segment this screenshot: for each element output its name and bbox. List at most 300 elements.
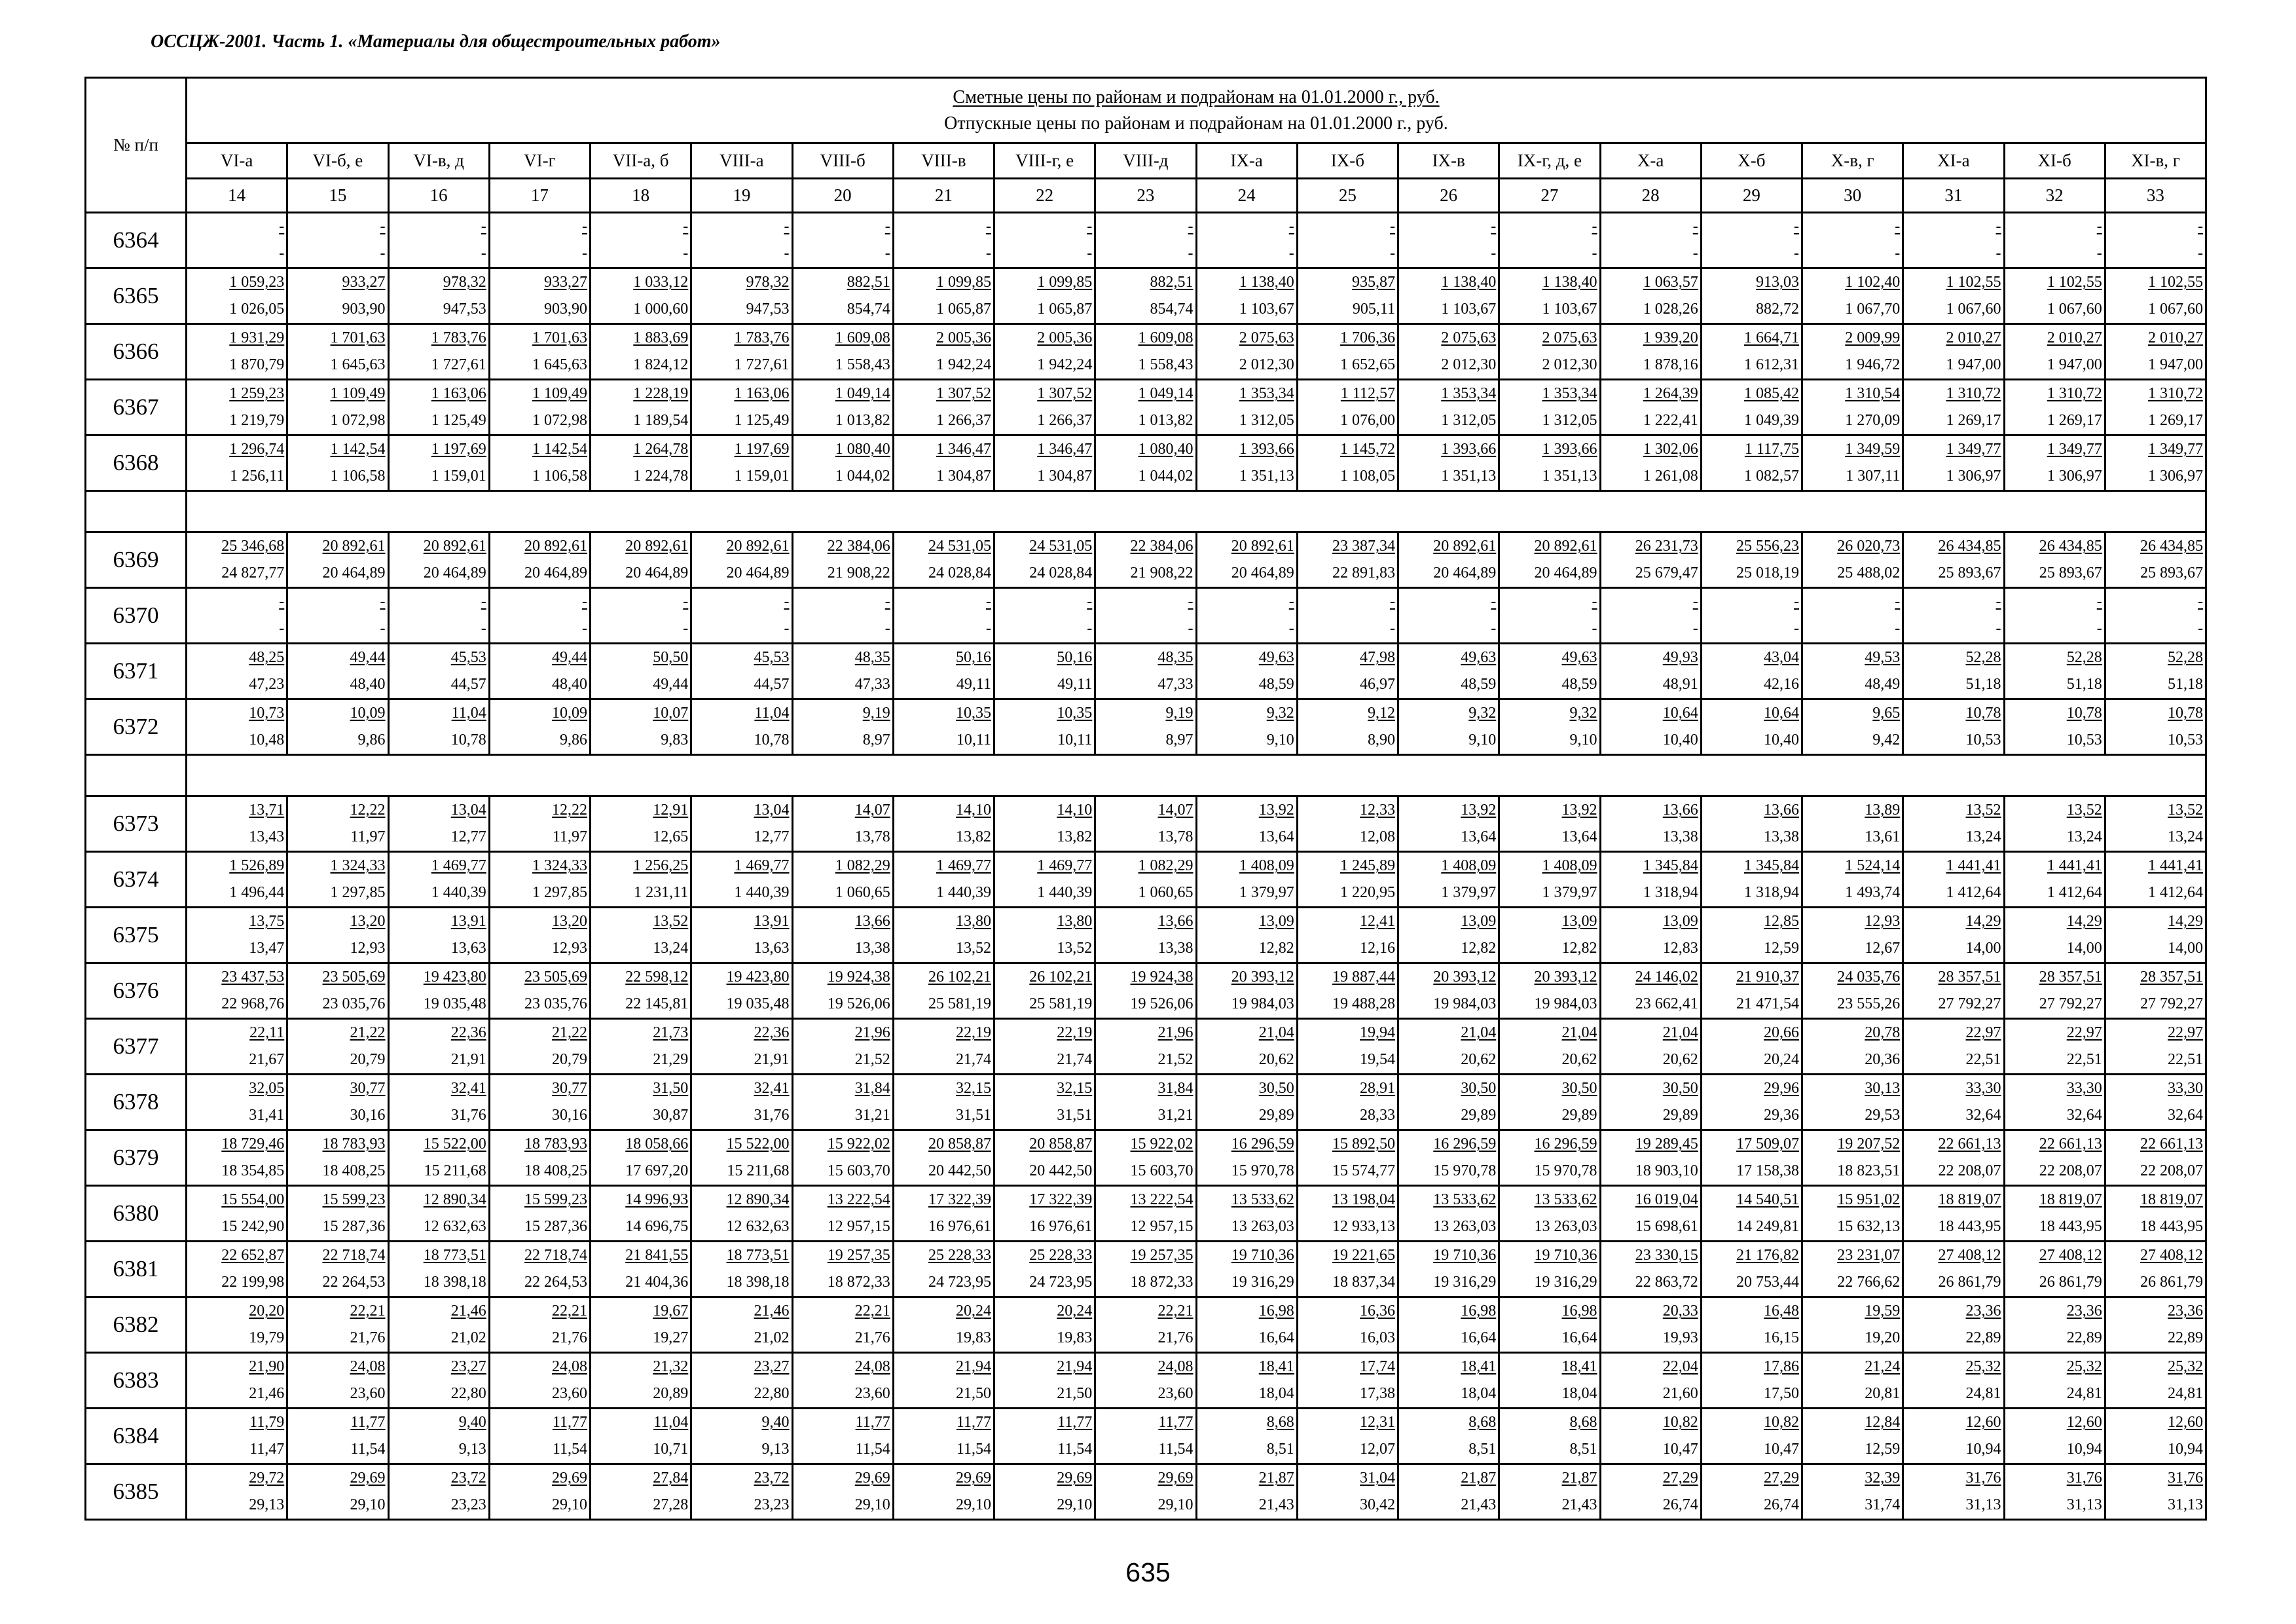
estimated-price-value: 25 228,33 bbox=[1029, 1247, 1093, 1264]
price-cell bbox=[893, 380, 994, 435]
release-price: 31,21 bbox=[1157, 1107, 1194, 1124]
release-price: - bbox=[2096, 245, 2102, 262]
price-cell bbox=[994, 963, 1095, 1019]
estimated-price bbox=[793, 533, 892, 560]
estimated-price bbox=[692, 1242, 791, 1269]
price-cell bbox=[1398, 532, 1499, 588]
estimated-price bbox=[692, 1465, 791, 1492]
price-cell bbox=[1701, 324, 1802, 380]
estimated-price bbox=[490, 1242, 589, 1269]
price-cell bbox=[792, 1464, 893, 1520]
price-cell bbox=[187, 588, 287, 644]
release-price: 1 558,43 bbox=[835, 356, 890, 373]
release-price: 14,00 bbox=[2066, 940, 2102, 957]
estimated-price-value: 13,09 bbox=[1461, 913, 1497, 930]
price-cell bbox=[1398, 796, 1499, 852]
estimated-price-value: 19 887,44 bbox=[1332, 969, 1395, 986]
price-cell bbox=[792, 908, 893, 963]
price-cell bbox=[2004, 1297, 2105, 1353]
estimated-price-value: 22,11 bbox=[249, 1024, 285, 1041]
estimated-price-value: 23,72 bbox=[450, 1469, 486, 1486]
price-cell bbox=[489, 268, 590, 324]
estimated-price bbox=[995, 213, 1094, 240]
price-cell bbox=[1701, 268, 1802, 324]
release-price: 13 263,03 bbox=[1231, 1218, 1294, 1235]
estimated-price bbox=[1197, 700, 1296, 727]
estimated-price bbox=[1601, 436, 1700, 463]
estimated-price-value: 30,13 bbox=[1865, 1080, 1901, 1097]
estimated-price-value: 30,77 bbox=[350, 1080, 386, 1097]
price-cell bbox=[994, 588, 1095, 644]
price-cell bbox=[1802, 1409, 1903, 1464]
price-cell bbox=[1802, 268, 1903, 324]
estimated-price-value: 22,36 bbox=[754, 1024, 790, 1041]
estimated-price bbox=[1197, 1075, 1296, 1102]
release-price: 8,97 bbox=[862, 731, 890, 748]
estimated-price bbox=[1904, 1187, 2003, 1213]
price-cell bbox=[1095, 1353, 1196, 1409]
estimated-price-value: - bbox=[884, 593, 890, 610]
price-cell bbox=[1802, 324, 1903, 380]
region-header: VIII-а bbox=[691, 143, 792, 179]
release-price: 18 872,33 bbox=[1130, 1274, 1194, 1291]
estimated-price-value: 22,36 bbox=[450, 1024, 486, 1041]
estimated-price bbox=[2005, 380, 2104, 407]
estimated-price-value: 1 469,77 bbox=[734, 857, 790, 874]
estimated-price-value: 14,10 bbox=[956, 802, 991, 819]
estimated-price bbox=[2005, 325, 2104, 352]
estimated-price-value: 1 393,66 bbox=[1542, 441, 1597, 458]
estimated-price bbox=[1500, 1242, 1599, 1269]
estimated-price bbox=[1399, 964, 1498, 991]
estimated-price-value: 9,32 bbox=[1266, 705, 1294, 722]
price-cell bbox=[287, 1409, 388, 1464]
estimated-price-value: 22 652,87 bbox=[221, 1247, 285, 1264]
price-cell bbox=[691, 699, 792, 755]
region-header: VI-б, е bbox=[287, 143, 388, 179]
release-price: 32,64 bbox=[2168, 1107, 2203, 1124]
region-header: X-в, г bbox=[1802, 143, 1903, 179]
estimated-price-value: 1 349,59 bbox=[1845, 441, 1901, 458]
estimated-price bbox=[1500, 1409, 1599, 1436]
estimated-price-value: 16,98 bbox=[1258, 1302, 1294, 1320]
release-price: 18 837,34 bbox=[1332, 1274, 1395, 1291]
estimated-price-value: 14,29 bbox=[2066, 913, 2102, 930]
estimated-price bbox=[1904, 700, 2003, 727]
estimated-price bbox=[793, 853, 892, 879]
price-cell bbox=[1701, 1353, 1802, 1409]
estimated-price-value: 26 434,85 bbox=[2039, 538, 2102, 555]
release-price: 13,43 bbox=[249, 828, 285, 845]
estimated-price-value: 11,77 bbox=[1158, 1414, 1194, 1431]
estimated-price-value: 32,39 bbox=[1865, 1469, 1901, 1486]
column-number: 33 bbox=[2105, 179, 2206, 213]
release-price: 11,47 bbox=[249, 1441, 285, 1458]
estimated-price bbox=[995, 380, 1094, 407]
price-cell bbox=[1398, 1464, 1499, 1520]
estimated-price-value: 27,84 bbox=[653, 1469, 689, 1486]
price-cell bbox=[591, 1353, 691, 1409]
price-cell bbox=[1095, 852, 1196, 908]
release-price: 18 823,51 bbox=[1837, 1162, 1901, 1179]
estimated-price bbox=[1197, 1187, 1296, 1213]
estimated-price bbox=[1601, 1075, 1700, 1102]
release-price: 1 103,67 bbox=[1239, 301, 1294, 318]
estimated-price bbox=[2106, 533, 2205, 560]
estimated-price bbox=[1803, 908, 1902, 935]
estimated-price bbox=[1197, 1020, 1296, 1046]
release-price: 19 984,03 bbox=[1433, 995, 1497, 1012]
separator-cell bbox=[86, 755, 187, 796]
release-price: 13,78 bbox=[1157, 828, 1194, 845]
release-price: - bbox=[986, 620, 991, 637]
price-cell bbox=[1297, 1353, 1398, 1409]
release-price: 1 231,11 bbox=[634, 884, 689, 901]
estimated-price-value: 31,50 bbox=[653, 1080, 689, 1097]
price-cell bbox=[1196, 1242, 1297, 1297]
price-cell bbox=[1903, 324, 2004, 380]
price-cell bbox=[1903, 699, 2004, 755]
price-cell bbox=[287, 588, 388, 644]
release-price: 10,53 bbox=[1965, 731, 2001, 748]
estimated-price-value: - bbox=[380, 218, 386, 235]
estimated-price bbox=[591, 1465, 690, 1492]
estimated-price bbox=[1500, 1075, 1599, 1102]
price-cell bbox=[1398, 435, 1499, 491]
estimated-price bbox=[2005, 964, 2104, 991]
estimated-price bbox=[1702, 1465, 1801, 1492]
release-price: 1 412,64 bbox=[2047, 884, 2102, 901]
estimated-price-value: 882,51 bbox=[1150, 274, 1194, 291]
price-cell bbox=[1499, 213, 1600, 268]
release-price: 20 464,89 bbox=[322, 564, 386, 581]
estimated-price bbox=[1096, 380, 1195, 407]
price-cell bbox=[1297, 908, 1398, 963]
estimated-price bbox=[1500, 964, 1599, 991]
price-cell bbox=[489, 963, 590, 1019]
price-cell bbox=[1701, 1242, 1802, 1297]
estimated-price-value: 19 423,80 bbox=[423, 969, 486, 986]
estimated-price-value: - bbox=[1995, 218, 2001, 235]
estimated-price-value: 20,24 bbox=[956, 1302, 991, 1320]
estimated-price bbox=[1500, 700, 1599, 727]
estimated-price bbox=[1702, 1242, 1801, 1269]
price-cell bbox=[591, 380, 691, 435]
estimated-price bbox=[995, 269, 1094, 296]
release-price: 42,16 bbox=[1764, 676, 1799, 693]
release-price: - bbox=[1895, 620, 1901, 637]
estimated-price bbox=[1399, 1465, 1498, 1492]
estimated-price bbox=[1904, 964, 2003, 991]
region-header: XI-в, г bbox=[2105, 143, 2206, 179]
estimated-price bbox=[1500, 644, 1599, 671]
release-price: - bbox=[683, 620, 689, 637]
release-price: 18 903,10 bbox=[1635, 1162, 1698, 1179]
estimated-price bbox=[1298, 325, 1397, 352]
price-cell bbox=[1903, 1353, 2004, 1409]
estimated-price-value: 1 112,57 bbox=[1340, 385, 1395, 402]
release-price: - bbox=[1390, 620, 1395, 637]
price-cell bbox=[893, 699, 994, 755]
estimated-price bbox=[1702, 380, 1801, 407]
estimated-price-value: - bbox=[1895, 218, 1901, 235]
release-price: 25 679,47 bbox=[1635, 564, 1698, 581]
estimated-price bbox=[1096, 1298, 1195, 1325]
estimated-price-value: 20,33 bbox=[1662, 1302, 1698, 1320]
price-cell bbox=[1701, 796, 1802, 852]
price-cell bbox=[489, 796, 590, 852]
release-price: 22,80 bbox=[450, 1385, 486, 1402]
estimated-price bbox=[793, 1465, 892, 1492]
release-price: 1 224,78 bbox=[633, 468, 689, 485]
estimated-price-value: 1 345,84 bbox=[1744, 857, 1799, 874]
price-cell bbox=[489, 1242, 590, 1297]
release-price: 1 727,61 bbox=[734, 356, 790, 373]
price-cell bbox=[1600, 1130, 1701, 1186]
column-number: 21 bbox=[893, 179, 994, 213]
estimated-price-value: 9,40 bbox=[761, 1414, 790, 1431]
price-cell bbox=[187, 1353, 287, 1409]
estimated-price-value: 21,32 bbox=[653, 1358, 689, 1375]
price-cell bbox=[187, 1242, 287, 1297]
release-price: 18 354,85 bbox=[221, 1162, 285, 1179]
release-price: 12,16 bbox=[1360, 940, 1395, 957]
release-price: 22 891,83 bbox=[1332, 564, 1395, 581]
estimated-price bbox=[692, 1131, 791, 1158]
estimated-price bbox=[288, 797, 387, 824]
estimated-price bbox=[591, 533, 690, 560]
estimated-price-value: 1 085,42 bbox=[1744, 385, 1799, 402]
price-cell bbox=[792, 1186, 893, 1242]
estimated-price bbox=[1096, 908, 1195, 935]
estimated-price bbox=[1601, 1465, 1700, 1492]
estimated-price-value: - bbox=[1288, 593, 1294, 610]
separator-span bbox=[187, 755, 2206, 796]
estimated-price-value: 1 264,78 bbox=[633, 441, 689, 458]
estimated-price bbox=[390, 1465, 488, 1492]
price-cell bbox=[1802, 1186, 1903, 1242]
column-number: 16 bbox=[388, 179, 489, 213]
release-price: 17,38 bbox=[1360, 1385, 1395, 1402]
estimated-price bbox=[2106, 797, 2205, 824]
release-price: 15 698,61 bbox=[1635, 1218, 1698, 1235]
price-cell bbox=[2004, 1186, 2105, 1242]
price-cell bbox=[691, 380, 792, 435]
release-price: 10,78 bbox=[450, 731, 486, 748]
estimated-price-value: 1 469,77 bbox=[936, 857, 991, 874]
release-price: 13,38 bbox=[1764, 828, 1799, 845]
price-cell bbox=[1600, 1464, 1701, 1520]
price-cell bbox=[1701, 1464, 1802, 1520]
estimated-price-value: 20 858,87 bbox=[928, 1135, 991, 1153]
release-price: 9,86 bbox=[357, 731, 386, 748]
estimated-price bbox=[1399, 644, 1498, 671]
estimated-price bbox=[1298, 1354, 1397, 1380]
estimated-price-value: 13 533,62 bbox=[1433, 1191, 1497, 1208]
price-cell bbox=[489, 1409, 590, 1464]
release-price: 10,94 bbox=[2066, 1441, 2102, 1458]
estimated-price bbox=[187, 436, 286, 463]
row-number: 6381 bbox=[86, 1242, 187, 1297]
estimated-price-value: 21,94 bbox=[1057, 1358, 1093, 1375]
estimated-price bbox=[894, 964, 993, 991]
release-price: 46,97 bbox=[1360, 676, 1395, 693]
estimated-price bbox=[692, 908, 791, 935]
estimated-price-value: 14 996,93 bbox=[625, 1191, 689, 1208]
estimated-price-value: 23 330,15 bbox=[1635, 1247, 1698, 1264]
release-price: 47,33 bbox=[1157, 676, 1194, 693]
price-cell bbox=[994, 908, 1095, 963]
estimated-price-value: 9,32 bbox=[1468, 705, 1497, 722]
release-price: 1 612,31 bbox=[1744, 356, 1799, 373]
estimated-price-value: 20 858,87 bbox=[1029, 1135, 1093, 1153]
document-header: ОССЦЖ-2001. Часть 1. «Материалы для общестроительных работ» bbox=[151, 31, 721, 52]
release-price: 19 984,03 bbox=[1534, 995, 1597, 1012]
estimated-price bbox=[591, 644, 690, 671]
price-cell bbox=[1802, 908, 1903, 963]
estimated-price-value: 47,98 bbox=[1360, 649, 1395, 666]
estimated-price bbox=[1096, 1465, 1195, 1492]
price-cell bbox=[1297, 268, 1398, 324]
estimated-price-value: 21,73 bbox=[653, 1024, 689, 1041]
release-price: 12,59 bbox=[1865, 1441, 1901, 1458]
release-price: 15 287,36 bbox=[322, 1218, 386, 1235]
estimated-price bbox=[390, 1354, 488, 1380]
release-price: 15 603,70 bbox=[1130, 1162, 1194, 1179]
estimated-price-value: 12 890,34 bbox=[726, 1191, 790, 1208]
release-price: 23 662,41 bbox=[1635, 995, 1698, 1012]
estimated-price-value: 21 910,37 bbox=[1736, 969, 1799, 986]
estimated-price-value: 30,50 bbox=[1461, 1080, 1497, 1097]
price-cell bbox=[792, 1130, 893, 1186]
estimated-price bbox=[995, 533, 1094, 560]
price-cell bbox=[1095, 1075, 1196, 1130]
estimated-price bbox=[187, 797, 286, 824]
estimated-price bbox=[1904, 797, 2003, 824]
release-price: 16,64 bbox=[1258, 1329, 1294, 1346]
estimated-price-value: 12,33 bbox=[1360, 802, 1395, 819]
price-cell bbox=[1499, 532, 1600, 588]
release-price: - bbox=[279, 245, 285, 262]
estimated-price bbox=[894, 533, 993, 560]
release-price: 1 072,98 bbox=[532, 412, 587, 429]
estimated-price bbox=[288, 1187, 387, 1213]
row-number: 6365 bbox=[86, 268, 187, 324]
price-cell bbox=[388, 380, 489, 435]
price-cell bbox=[2004, 1353, 2105, 1409]
estimated-price bbox=[1298, 269, 1397, 296]
release-price: 20,62 bbox=[1561, 1051, 1597, 1068]
estimated-price-value: 17 509,07 bbox=[1736, 1135, 1799, 1153]
estimated-price bbox=[793, 1242, 892, 1269]
release-price: 1 379,97 bbox=[1441, 884, 1497, 901]
estimated-price-value: 18 773,51 bbox=[423, 1247, 486, 1264]
release-price: 13,52 bbox=[956, 940, 991, 957]
release-price: 13,82 bbox=[1057, 828, 1093, 845]
release-price: 1 026,05 bbox=[229, 301, 285, 318]
estimated-price-value: - bbox=[784, 593, 790, 610]
release-price: 10,94 bbox=[2168, 1441, 2203, 1458]
release-price: 1 312,05 bbox=[1441, 412, 1497, 429]
price-cell bbox=[1499, 1019, 1600, 1075]
price-cell bbox=[591, 1242, 691, 1297]
price-cell bbox=[893, 1353, 994, 1409]
release-price: 1 870,79 bbox=[229, 356, 285, 373]
estimated-price bbox=[1096, 1075, 1195, 1102]
estimated-price bbox=[1702, 269, 1801, 296]
release-price: 12 933,13 bbox=[1332, 1218, 1395, 1235]
release-price: 13,78 bbox=[854, 828, 890, 845]
price-cell bbox=[388, 908, 489, 963]
estimated-price bbox=[1399, 436, 1498, 463]
estimated-price bbox=[692, 589, 791, 616]
price-cell bbox=[2105, 1464, 2206, 1520]
estimated-price-value: 21,87 bbox=[1461, 1469, 1497, 1486]
release-price: - bbox=[884, 245, 890, 262]
price-cell bbox=[893, 1242, 994, 1297]
release-price: 27 792,27 bbox=[1938, 995, 2001, 1012]
release-price: - bbox=[1491, 245, 1497, 262]
estimated-price-value: 21,24 bbox=[1865, 1358, 1901, 1375]
estimated-price-value: - bbox=[279, 218, 285, 235]
release-price: 1 558,43 bbox=[1138, 356, 1194, 373]
release-price: 15 970,78 bbox=[1231, 1162, 1294, 1179]
estimated-price-value: 23,36 bbox=[1965, 1302, 2001, 1320]
estimated-price bbox=[2106, 1187, 2205, 1213]
row-number: 6374 bbox=[86, 852, 187, 908]
release-price: 21,43 bbox=[1461, 1496, 1497, 1513]
estimated-price-value: 33,30 bbox=[1965, 1080, 2001, 1097]
region-header: VIII-в bbox=[893, 143, 994, 179]
estimated-price bbox=[490, 1131, 589, 1158]
release-price: 25 893,67 bbox=[1938, 564, 2001, 581]
release-price: 51,18 bbox=[1965, 676, 2001, 693]
price-cell bbox=[994, 852, 1095, 908]
estimated-price bbox=[591, 213, 690, 240]
estimated-price bbox=[1904, 644, 2003, 671]
estimated-price-value: 1 302,06 bbox=[1643, 441, 1698, 458]
estimated-price bbox=[187, 700, 286, 727]
release-price: 20 442,50 bbox=[1029, 1162, 1093, 1179]
estimated-price bbox=[793, 1409, 892, 1436]
estimated-price-value: 1 324,33 bbox=[330, 857, 386, 874]
price-cell bbox=[489, 324, 590, 380]
estimated-price-value: 14 540,51 bbox=[1736, 1191, 1799, 1208]
estimated-price-value: 13,52 bbox=[1965, 802, 2001, 819]
estimated-price bbox=[390, 269, 488, 296]
estimated-price-value: 1 138,40 bbox=[1542, 274, 1597, 291]
estimated-price bbox=[692, 1409, 791, 1436]
region-header: XI-а bbox=[1903, 143, 2004, 179]
release-price: 1 013,82 bbox=[1138, 412, 1194, 429]
estimated-price bbox=[1904, 1131, 2003, 1158]
price-cell bbox=[1095, 435, 1196, 491]
estimated-price bbox=[1096, 589, 1195, 616]
column-number: 14 bbox=[187, 179, 287, 213]
estimated-price-value: 49,44 bbox=[350, 649, 386, 666]
estimated-price-value: 1 345,84 bbox=[1643, 857, 1698, 874]
estimated-price bbox=[591, 269, 690, 296]
estimated-price-value: 29,69 bbox=[956, 1469, 991, 1486]
estimated-price-value: 1 393,66 bbox=[1441, 441, 1497, 458]
price-cell bbox=[1600, 532, 1701, 588]
price-cell bbox=[1701, 1409, 1802, 1464]
price-cell bbox=[994, 435, 1095, 491]
estimated-price-value: 29,69 bbox=[350, 1469, 386, 1486]
estimated-price-value: 2 075,63 bbox=[1542, 329, 1597, 346]
estimated-price bbox=[995, 436, 1094, 463]
price-cell bbox=[792, 435, 893, 491]
